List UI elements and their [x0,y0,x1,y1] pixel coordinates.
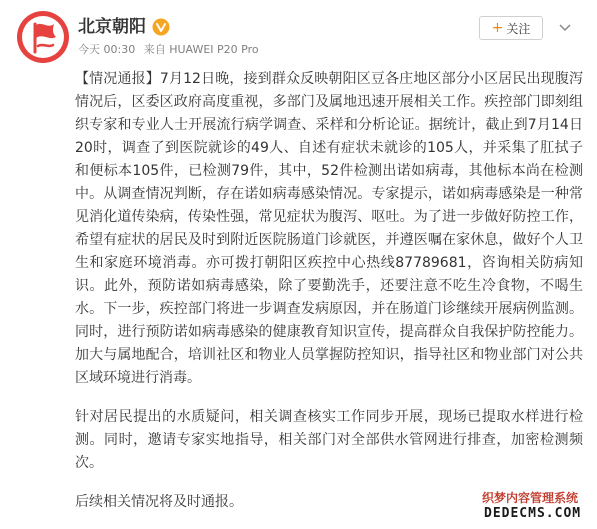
watermark-top: 织梦内容管理系统 [482,491,579,505]
user-name[interactable]: 北京朝阳 [78,17,146,37]
chevron-down-icon [559,24,571,32]
plus-icon: + [491,20,504,36]
post-content [75,68,583,514]
post-paragraph: 后续相关情况将及时通报。 [75,494,243,510]
follow-label: 关注 [506,21,531,36]
post-paragraph: 针对居民提出的水质疑问，相关调查核实工作同步开展，现场已提取水样进行检测。同时，邀请专家实地指导，相关部门对全部供水管网进行排查，加密检测频次。 [75,409,583,471]
watermark [482,489,592,525]
post-meta [78,43,264,57]
watermark-bottom: DEDECMS.COM [484,506,582,521]
flag-logo-icon[interactable] [16,10,70,64]
post-paragraph: 【情况通报】7月12日晚，接到群众反映朝阳区豆各庄地区部分小区居民出现腹泻情况后，区委区政府高度重视，多部门及属地迅速开展相关工作。疾控部门即刻组织专家和专业人士开展流行病学调查、采样和分析论证。据统计，截止到7月14日20时，调查了到医院就诊的49人、自述有症状未就诊的105人，并采集了肛拭子和便标本105件，已检测79件，其中，52件检测出诺如病毒，其他标本尚在检测中。从调查情况判断，存在诺如病毒感染情况。专家提示，诺如病毒感染是一种常见消化道传染病，传染性强，常见症状为腹泻、呕吐。为了进一步做好防控工作，希望有症状的居民及时到附近医院肠道门诊就医，并遵医嘱在家休息，做好个人卫生和家庭环境消毒。亦可拨打朝阳区疾控中心热线87789681，咨询相关防病知识。此外，预防诺如病毒感染，除了要勤洗手，还要注意不吃生冷食物，不喝生水。下一步，疾控部门将进一步调查发病原因，并在肠道门诊继续开展病例监测。同时，进行预防诺如病毒感染的健康教育知识宣传，提高群众自我保护防控能力。加大与属地配合，培训社区和物业人员掌握防控知识，指导社区和物业部门对公共区域环境进行消毒。 [75,71,583,386]
follow-button[interactable] [479,16,543,40]
post-time[interactable]: 今天 00:30 [78,43,136,56]
verified-v-icon [152,18,170,36]
post-source: 来自 HUAWEI P20 Pro [143,43,259,56]
post-menu-button[interactable] [553,16,577,40]
post-header [16,10,581,64]
